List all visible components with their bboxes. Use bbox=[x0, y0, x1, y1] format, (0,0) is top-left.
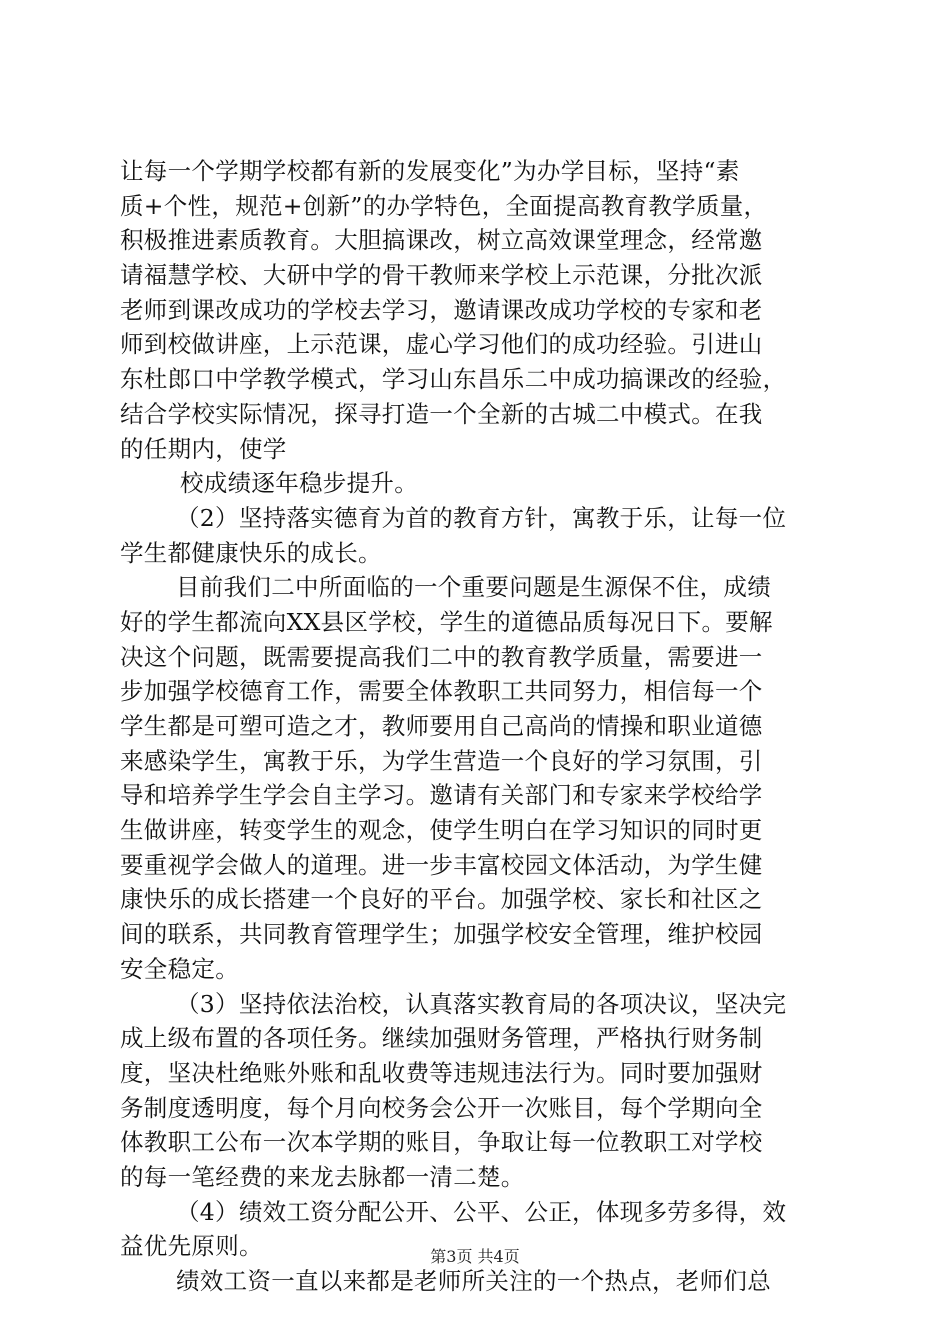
text-line: 要重视学会做人的道理。进一步丰富校园文体活动，为学生健 bbox=[120, 850, 763, 879]
text-line: 请福慧学校、大研中学的骨干教师来学校上示范课，分批次派 bbox=[120, 261, 763, 290]
text-line: 导和培养学生学会自主学习。邀请有关部门和专家来学校给学 bbox=[120, 781, 763, 810]
text-line: 师到校做讲座，上示范课，虚心学习他们的成功经验。引进山 bbox=[120, 330, 763, 359]
text-line: （4）绩效工资分配公开、公平、公正，体现多劳多得，效 bbox=[176, 1197, 787, 1226]
text-line: 老师到课改成功的学校去学习，邀请课改成功学校的专家和老 bbox=[120, 295, 763, 324]
text-line: 生做讲座，转变学生的观念，使学生明白在学习知识的同时更 bbox=[120, 816, 763, 845]
text-line: 步加强学校德育工作，需要全体教职工共同努力，相信每一个 bbox=[120, 677, 763, 706]
text-line: 体教职工公布一次本学期的账目，争取让每一位教职工对学校 bbox=[120, 1128, 763, 1157]
text-line: 结合学校实际情况，探寻打造一个全新的古城二中模式。在我 bbox=[120, 399, 763, 428]
body-text bbox=[120, 154, 835, 1299]
text-line: 务制度透明度，每个月向校务会公开一次账目，每个学期向全 bbox=[120, 1093, 763, 1122]
text-line: 学生都是可塑可造之才，教师要用自己高尚的情操和职业道德 bbox=[120, 712, 763, 740]
text-line: 好的学生都流向XX县区学校，学生的道德品质每况日下。要解 bbox=[120, 607, 773, 636]
text-line: 绩效工资一直以来都是老师所关注的一个热点，老师们总 bbox=[176, 1267, 771, 1295]
text-line: 来感染学生，寓教于乐，为学生营造一个良好的学习氛围，引 bbox=[120, 746, 763, 775]
text-line: 东杜郎口中学教学模式，学习山东昌乐二中成功搞课改的经验， bbox=[120, 365, 787, 394]
text-line: 成上级布置的各项任务。继续加强财务管理，严格执行财务制 bbox=[120, 1024, 763, 1053]
text-line: 目前我们二中所面临的一个重要问题是生源保不住，成绩 bbox=[176, 573, 771, 602]
text-line: 的任期内，使学 bbox=[120, 434, 287, 463]
text-line: 的每一笔经费的来龙去脉都一清二楚。 bbox=[120, 1162, 525, 1191]
text-line: 度，坚决杜绝账外账和乱收费等违规违法行为。同时要加强财 bbox=[120, 1058, 763, 1087]
text-line: 决这个问题，既需要提高我们二中的教育教学质量，需要进一 bbox=[120, 642, 763, 671]
text-line: 学生都健康快乐的成长。 bbox=[120, 538, 382, 567]
text-line: 安全稳定。 bbox=[120, 954, 239, 983]
text-line: （3）坚持依法治校，认真落实教育局的各项决议，坚决完 bbox=[176, 989, 787, 1018]
page-number-footer: 第3页 共4页 bbox=[430, 1247, 520, 1266]
text-line: 校成绩逐年稳步提升。 bbox=[180, 469, 418, 498]
text-line: （2）坚持落实德育为首的教育方针，寓教于乐，让每一位 bbox=[176, 503, 787, 532]
text-line: 康快乐的成长搭建一个良好的平台。加强学校、家长和社区之 bbox=[120, 885, 763, 914]
text-line: 益优先原则。 bbox=[120, 1232, 263, 1261]
text-line: 间的联系，共同教育管理学生；加强学校安全管理，维护校园 bbox=[120, 920, 763, 949]
text-line: 让每一个学期学校都有新的发展变化”为办学目标，坚持“素 bbox=[120, 157, 740, 185]
text-line: 质+个性，规范+创新”的办学特色，全面提高教育教学质量， bbox=[120, 191, 768, 220]
text-line: 积极推进素质教育。大胆搞课改，树立高效课堂理念，经常邀 bbox=[120, 226, 763, 255]
